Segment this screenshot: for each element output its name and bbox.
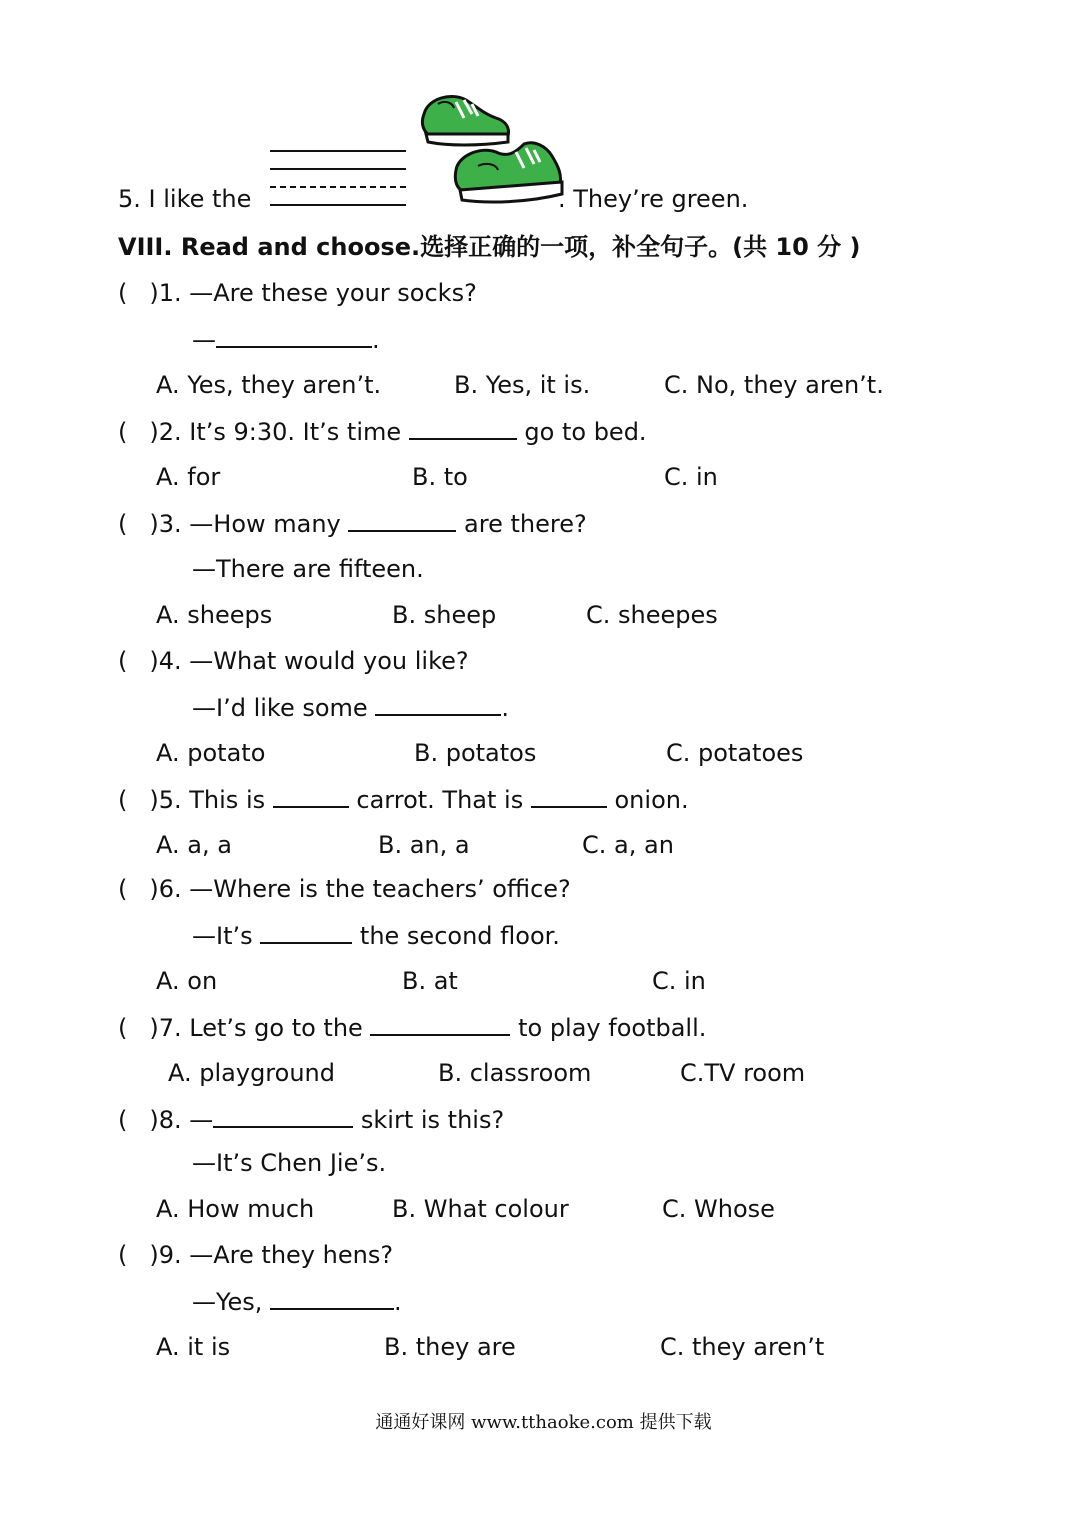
question-7-stem: ( )7. Let’s go to the to play football.	[118, 1014, 707, 1042]
question-4-option-b[interactable]: B. potatos	[414, 739, 537, 767]
question-5-prefix: 5. I like the	[118, 185, 252, 213]
question-8-option-c[interactable]: C. Whose	[662, 1195, 775, 1223]
question-1-option-c[interactable]: C. No, they aren’t.	[664, 371, 884, 399]
question-9-answer: —Yes, .	[192, 1288, 402, 1316]
answer-bracket[interactable]: (	[118, 279, 128, 307]
question-4-option-a[interactable]: A. potato	[156, 739, 266, 767]
question-1-option-b[interactable]: B. Yes, it is.	[454, 371, 591, 399]
question-6-answer: —It’s the second floor.	[192, 922, 560, 950]
question-5-stem: ( )5. This is carrot. That is onion.	[118, 786, 689, 814]
question-1-stem: ( )1. —Are these your socks?	[118, 279, 477, 307]
question-3-answer: —There are fifteen.	[192, 555, 424, 583]
answer-blank[interactable]	[348, 508, 456, 532]
answer-bracket[interactable]: (	[118, 510, 128, 538]
answer-blank[interactable]	[216, 324, 372, 348]
question-3-option-b[interactable]: B. sheep	[392, 601, 497, 629]
question-9-stem: ( )9. —Are they hens?	[118, 1241, 394, 1269]
footer-text: 通通好课网 www.tthaoke.com 提供下载	[375, 1412, 712, 1433]
question-5-option-c[interactable]: C. a, an	[582, 831, 674, 859]
question-5-option-b[interactable]: B. an, a	[378, 831, 470, 859]
question-4-stem: ( )4. —What would you like?	[118, 647, 469, 675]
answer-blank[interactable]	[531, 784, 607, 808]
question-2-option-c[interactable]: C. in	[664, 463, 718, 491]
answer-blank[interactable]	[270, 1286, 394, 1310]
answer-blank[interactable]	[260, 920, 352, 944]
question-8-answer: —It’s Chen Jie’s.	[192, 1149, 387, 1177]
writing-lines	[270, 148, 406, 210]
answer-blank[interactable]	[213, 1104, 353, 1128]
question-3-option-a[interactable]: A. sheeps	[156, 601, 273, 629]
question-2-option-b[interactable]: B. to	[412, 463, 468, 491]
question-2-option-a[interactable]: A. for	[156, 463, 221, 491]
answer-blank[interactable]	[375, 692, 501, 716]
question-5-fill	[118, 184, 251, 214]
question-5-option-a[interactable]: A. a, a	[156, 831, 232, 859]
question-9-option-c[interactable]: C. they aren’t	[660, 1333, 825, 1361]
question-1-option-a[interactable]: A. Yes, they aren’t.	[156, 371, 382, 399]
green-shoes-icon	[416, 90, 566, 212]
question-2-stem: ( )2. It’s 9:30. It’s time go to bed.	[118, 418, 647, 446]
question-9-option-b[interactable]: B. they are	[384, 1333, 516, 1361]
section-title: VIII. Read and choose.选择正确的一项，补全句子。(共 10 分 )	[118, 233, 861, 261]
question-8-stem: ( )8. — skirt is this?	[118, 1106, 505, 1134]
question-5-suffix: . They’re green.	[558, 185, 749, 213]
answer-bracket[interactable]: (	[118, 1241, 128, 1269]
question-6-option-c[interactable]: C. in	[652, 967, 706, 995]
question-5-suffix-line	[558, 184, 748, 214]
answer-blank[interactable]	[273, 784, 349, 808]
answer-blank[interactable]	[409, 416, 517, 440]
question-7-option-c[interactable]: C.TV room	[680, 1059, 806, 1087]
question-9-option-a[interactable]: A. it is	[156, 1333, 231, 1361]
answer-bracket[interactable]: (	[118, 1014, 128, 1042]
question-6-option-b[interactable]: B. at	[402, 967, 458, 995]
question-4-option-c[interactable]: C. potatoes	[666, 739, 804, 767]
answer-bracket[interactable]: (	[118, 1106, 128, 1134]
question-4-answer: —I’d like some .	[192, 694, 509, 722]
question-8-option-a[interactable]: A. How much	[156, 1195, 315, 1223]
question-6-option-a[interactable]: A. on	[156, 967, 218, 995]
question-7-option-b[interactable]: B. classroom	[438, 1059, 592, 1087]
answer-bracket[interactable]: (	[118, 418, 128, 446]
question-3-stem: ( )3. —How many are there?	[118, 510, 587, 538]
answer-bracket[interactable]: (	[118, 647, 128, 675]
answer-bracket[interactable]: (	[118, 875, 128, 903]
answer-bracket[interactable]: (	[118, 786, 128, 814]
question-8-option-b[interactable]: B. What colour	[392, 1195, 569, 1223]
answer-blank[interactable]	[370, 1012, 510, 1036]
question-7-option-a[interactable]: A. playground	[168, 1059, 335, 1087]
question-1-answer: — .	[192, 326, 380, 354]
question-3-option-c[interactable]: C. sheepes	[586, 601, 718, 629]
question-6-stem: ( )6. —Where is the teachers’ office?	[118, 875, 571, 903]
